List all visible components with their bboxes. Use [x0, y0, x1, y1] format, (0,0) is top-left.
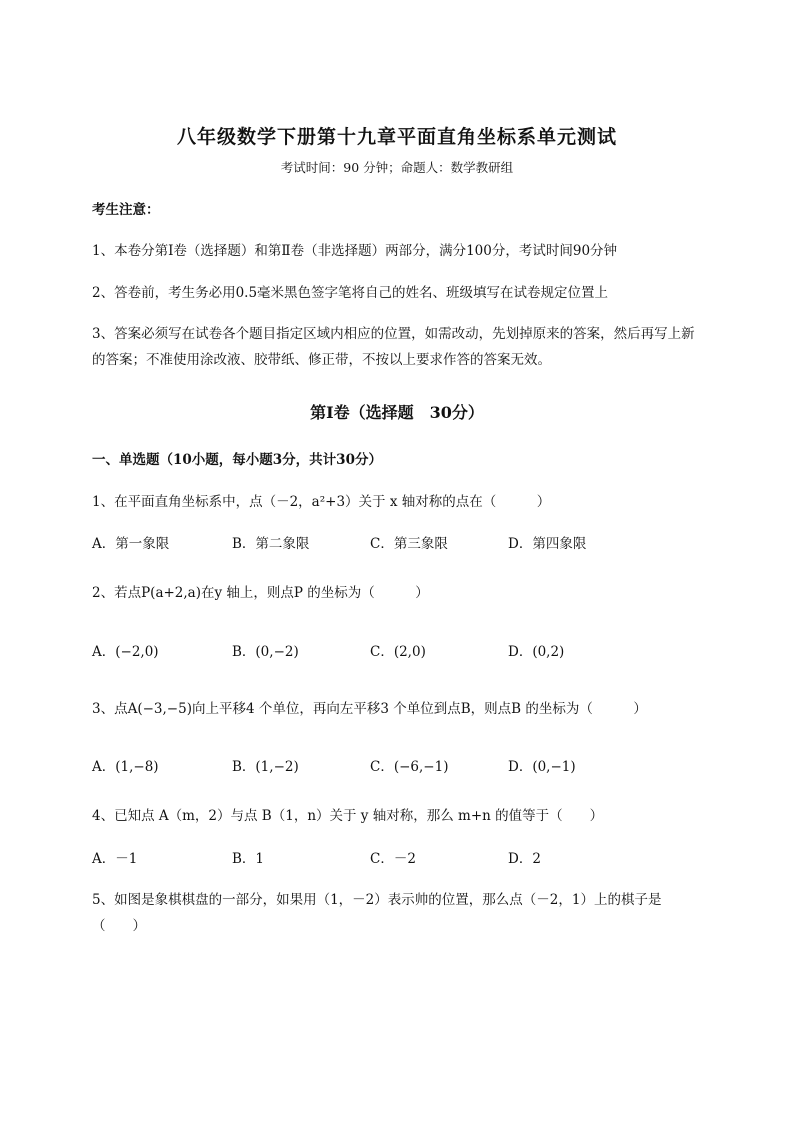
- question-3-option-d[interactable]: D．(0,−1): [508, 759, 576, 775]
- notice-heading: 考生注意：: [92, 202, 160, 218]
- question-4-option-c[interactable]: C．－2: [370, 851, 416, 867]
- notice-item-2: 2、答卷前，考生务必用0.5毫米黑色签字笔将自己的姓名、班级填写在试卷规定位置上: [92, 285, 609, 301]
- question-4-stem: 4、已知点 A（m，2）与点 B（1，n）关于 y 轴对称，那么 m+n 的值等于（ ）: [92, 808, 604, 824]
- part-heading: 一、单选题（10小题，每小题3分，共计30分）: [92, 452, 382, 468]
- question-3-option-a[interactable]: A．(1,−8): [92, 759, 159, 775]
- question-1-option-d[interactable]: D．第四象限: [508, 536, 587, 552]
- question-5-stem: 5、如图是象棋棋盘的一部分，如果用（1，－2）表示帅的位置，那么点（－2，1）上的棋子是: [92, 892, 662, 908]
- notice-item-1: 1、本卷分第Ⅰ卷（选择题）和第Ⅱ卷（非选择题）两部分，满分100分，考试时间90分钟: [92, 243, 618, 259]
- exam-title: 八年级数学下册第十九章平面直角坐标系单元测试: [176, 126, 617, 148]
- exam-subtitle: 考试时间：90 分钟；命题人：数学教研组: [280, 160, 514, 175]
- question-4-option-d[interactable]: D．2: [508, 851, 541, 867]
- notice-item-3: 3、答案必须写在试卷各个题目指定区域内相应的位置，如需改动，先划掉原来的答案，然后再写上新: [92, 326, 695, 342]
- question-2-stem: 2、若点P(a+2,a)在y 轴上，则点P 的坐标为（ ）: [92, 585, 429, 601]
- section-title: 第Ⅰ卷（选择题 30分）: [310, 403, 484, 422]
- question-4-option-b[interactable]: B．1: [232, 851, 265, 867]
- question-1-option-a[interactable]: A．第一象限: [92, 536, 170, 552]
- question-3-stem: 3、点A(−3,−5)向上平移4 个单位，再向左平移3 个单位到点B，则点B 的坐标为（ ）: [92, 701, 647, 717]
- question-2-option-b[interactable]: B．(0,−2): [232, 644, 299, 660]
- question-3-option-c[interactable]: C．(−6,−1): [370, 759, 449, 775]
- question-1-option-b[interactable]: B．第二象限: [232, 536, 310, 552]
- question-2-option-c[interactable]: C．(2,0): [370, 644, 426, 660]
- notice-item-3-cont: 的答案；不准使用涂改液、胶带纸、修正带，不按以上要求作答的答案无效。: [92, 352, 551, 368]
- question-1-option-c[interactable]: C．第三象限: [370, 536, 448, 552]
- question-4-option-a[interactable]: A．－1: [92, 851, 138, 867]
- question-2-option-a[interactable]: A．(−2,0): [92, 644, 159, 660]
- question-3-option-b[interactable]: B．(1,−2): [232, 759, 299, 775]
- question-2-option-d[interactable]: D．(0,2): [508, 644, 565, 660]
- question-5-stem-cont: （ ）: [92, 918, 146, 934]
- question-1-stem: 1、在平面直角坐标系中，点（－2，a²+3）关于 x 轴对称的点在（ ）: [92, 494, 551, 510]
